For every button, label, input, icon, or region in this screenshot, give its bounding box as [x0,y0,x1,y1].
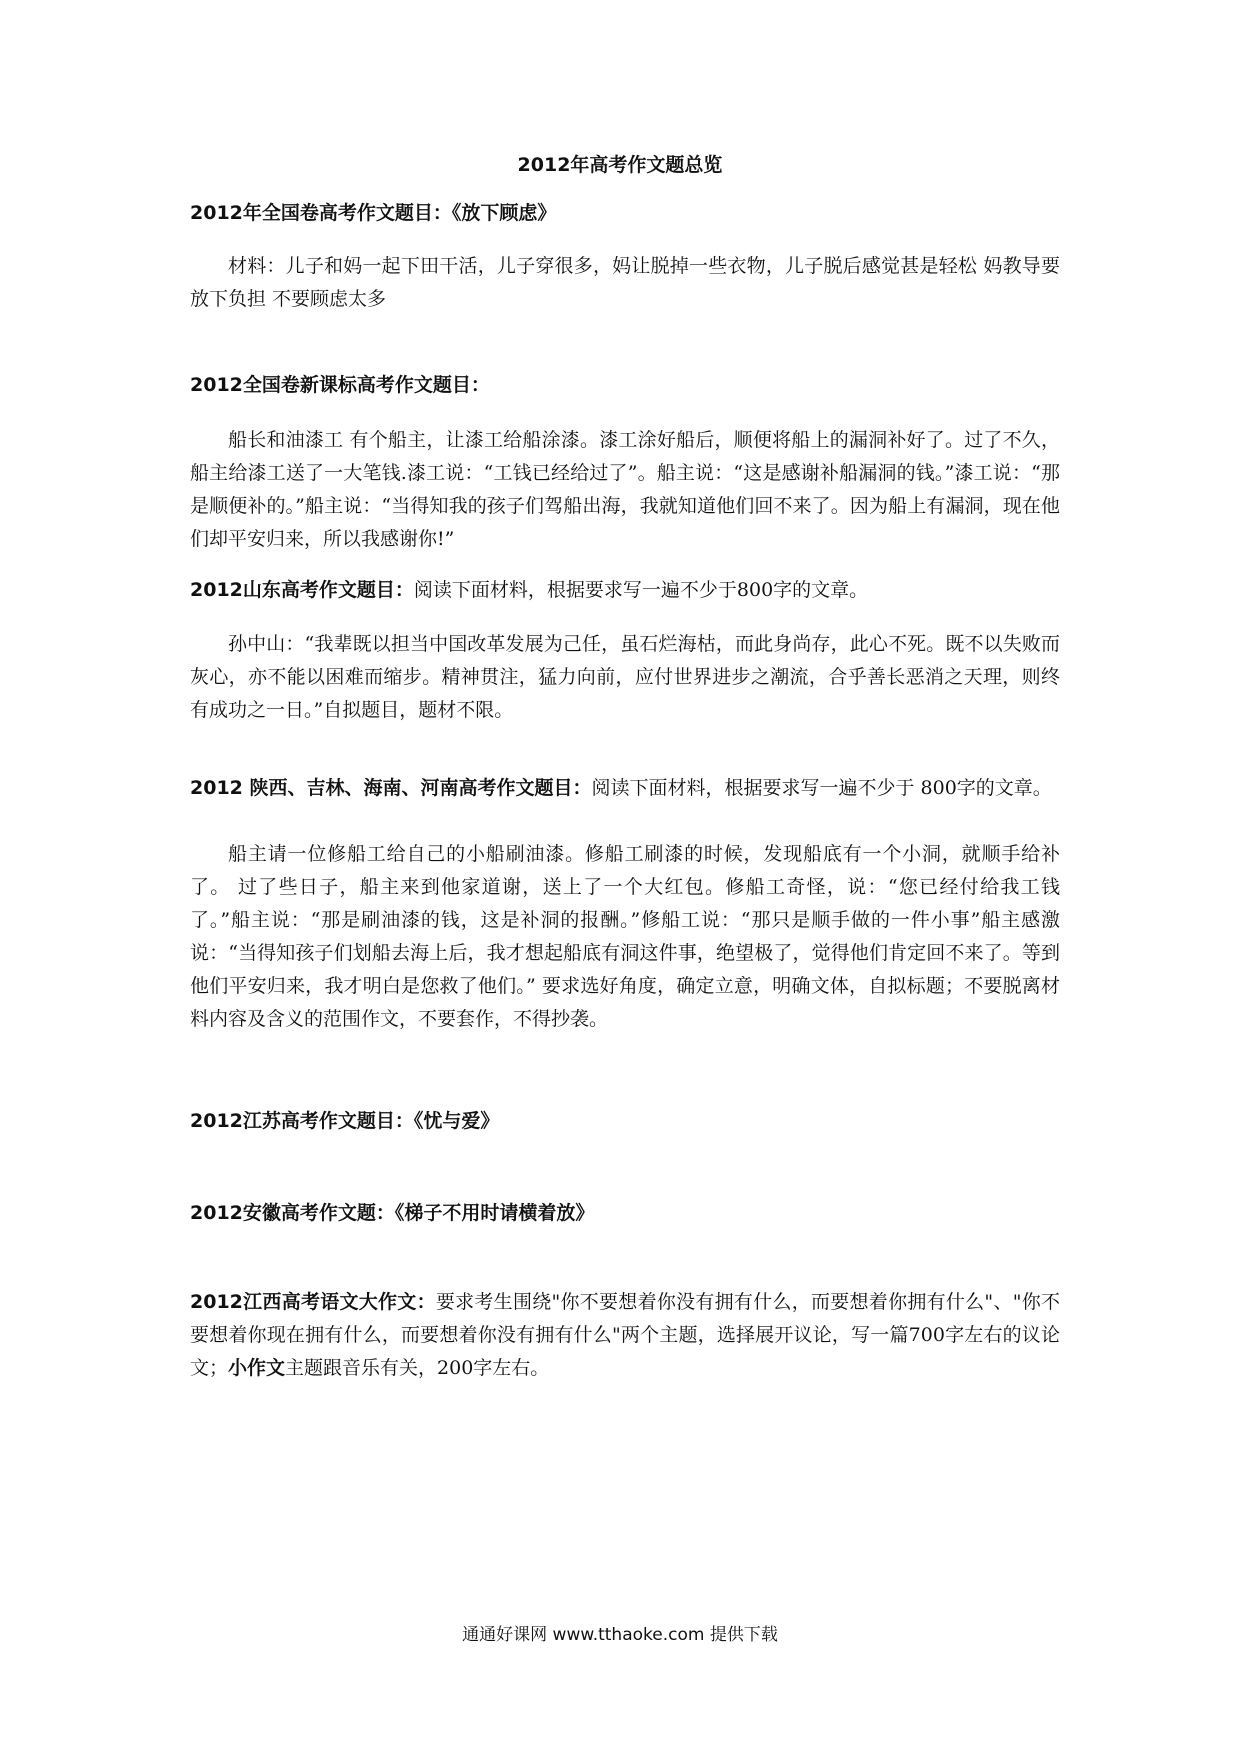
section-heading-shaanxi: 2012 陕西、吉林、海南、河南高考作文题目： [190,777,592,799]
page-footer: 通通好课网 www.tthaoke.com 提供下载 [462,1625,778,1645]
section-body-shaanxi: 船主请一位修船工给自己的小船刷油漆。修船工刷漆的时候，发现船底有一个小洞，就顺手给补了。 过了些日子，船主来到他家道谢，送上了一个大红包。修船工奇怪，说：“您已经付给我工钱了。”船主说：“那是刷油漆的钱，这是补洞的报酬。”修船工说：“那只是顺手做的一件小事”船主感激 说：“当得知孩子们划船去海上后，我才想起船底有洞这件事，绝望极了，觉得他们肯定回不来了。等到他们平安归来，我才明白是您救了他们。” 要求选好角度，确定立意，明确文体，自拟标题；不要脱离材料内容及含义的范围作文，不要套作，不得抄袭。 [190,843,1060,1030]
section-bold-jiangxi-2: 小作文 [228,1357,286,1379]
section-text-jiangxi-1: 要求考生围绕"你不要想着你没有拥有什么，而要想着你拥有什么"、"你不要想着你现在拥有什么，而要想着你没有拥有什么"两个主题，选择展开议论，写一篇700字左右的议论文； [190,1291,1060,1379]
section-lead-shandong: 阅读下面材料，根据要求写一遍不少于800字的文章。 [413,579,869,601]
section-body-national-new: 船长和油漆工 有个船主，让漆工给船涂漆。漆工涂好船后，顺便将船上的漏洞补好了。过了不久，船主给漆工送了一大笔钱.漆工说：“工钱已经给过了”。船主说：“这是感谢补船漏洞的钱。”漆工说：“那是顺便补的。”船主说：“当得知我的孩子们驾船出海，我就知道他们回不来了。因为船上有漏洞，现在他们却平安归来，所以我感谢你!” [190,429,1060,550]
section-shaanxi-intro [190,772,1060,805]
section-heading-shandong: 2012山东高考作文题目： [190,579,414,601]
section-heading-national-new: 2012全国卷新课标高考作文题目： [190,374,490,396]
section-heading-jiangxi: 2012江西高考语文大作文： [190,1291,436,1313]
section-heading-anhui: 2012安徽高考作文题：《梯子不用时请横着放》 [190,1202,595,1224]
section-heading-national: 2012年全国卷高考作文题目：《放下顾虑》 [190,202,557,224]
document-title: 2012年高考作文题总览 [517,154,723,176]
section-shandong-intro [190,574,1060,607]
section-body-national: 材料：儿子和妈一起下田干活，儿子穿很多，妈让脱掉一些衣物，儿子脱后感觉甚是轻松 妈教导要放下负担 不要顾虑太多 [190,255,1060,310]
section-jiangxi [190,1286,1060,1385]
section-lead-shaanxi: 阅读下面材料，根据要求写一遍不少于 800字的文章。 [591,777,1052,799]
section-body-shandong: 孙中山：“我辈既以担当中国改革发展为己任，虽石烂海枯，而此身尚存，此心不死。既不以失败而灰心，亦不能以困难而缩步。精神贯注，猛力向前，应付世界进步之潮流，合乎善长恶消之天理，则终有成功之一日。”自拟题目，题材不限。 [190,633,1060,721]
section-text-jiangxi-2: 主题跟音乐有关，200字左右。 [285,1357,550,1379]
section-heading-jiangsu: 2012江苏高考作文题目：《忧与爱》 [190,1110,500,1132]
